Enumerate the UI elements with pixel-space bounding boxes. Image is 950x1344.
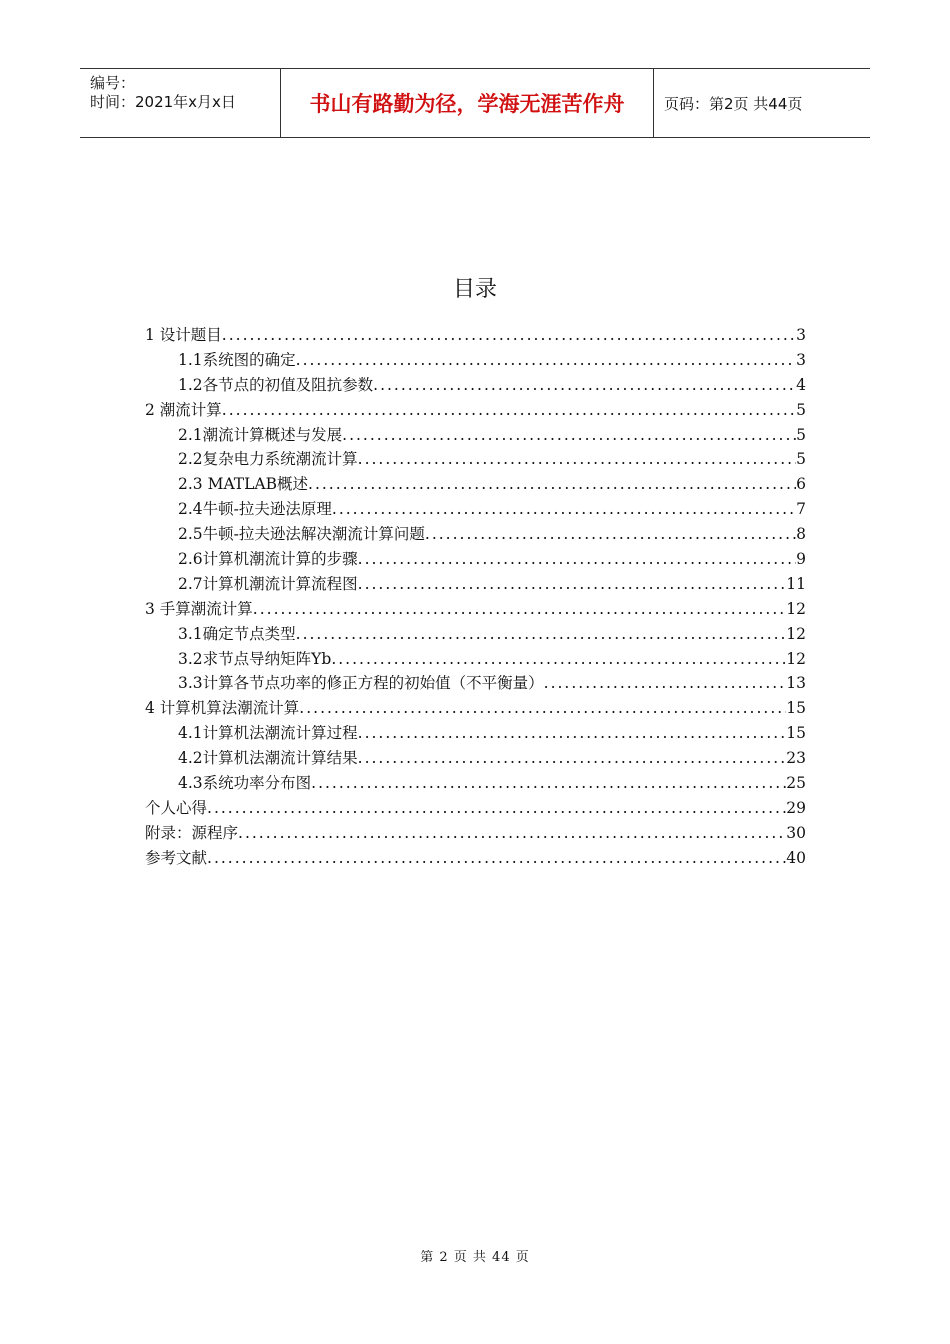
toc-entry-page: 11 (786, 574, 806, 593)
toc-entry-page: 23 (786, 749, 806, 768)
toc-entry[interactable] (145, 423, 806, 448)
page-footer: 第 2 页 共 44 页 (420, 1250, 530, 1265)
toc-entry-title: 附录：源程序 (145, 823, 239, 842)
toc-leader-dots (358, 746, 787, 771)
toc-leader-dots (222, 323, 796, 348)
document-number-label: 编号： (90, 74, 136, 92)
toc-entry[interactable] (145, 472, 806, 497)
toc-leader-dots (299, 696, 786, 721)
toc-entry[interactable] (145, 522, 806, 547)
toc-entry-page: 7 (796, 500, 806, 519)
toc-entry[interactable] (145, 572, 806, 597)
toc-entry-title: 1 设计题目 (145, 326, 222, 344)
toc-entry-page: 25 (786, 774, 806, 793)
toc-entry[interactable] (145, 796, 806, 821)
toc-entry-page: 30 (786, 823, 806, 842)
toc-entry-title: 2.3 MATLAB概述 (178, 475, 309, 494)
toc-entry[interactable] (145, 746, 806, 771)
toc-entry-page: 3 (796, 326, 806, 344)
toc-entry[interactable] (145, 373, 806, 398)
toc-entry-title: 参考文献 (145, 848, 208, 867)
toc-entry-title: 3.1确定节点类型 (178, 624, 296, 643)
toc-leader-dots (331, 647, 786, 672)
toc-entry[interactable] (145, 348, 806, 373)
toc-leader-dots (311, 771, 786, 796)
toc-entry-page: 5 (796, 425, 806, 444)
toc-leader-dots (425, 522, 796, 547)
toc-entry[interactable] (145, 622, 806, 647)
toc-entry-page: 40 (786, 848, 806, 867)
toc-entry-title: 4.3系统功率分布图 (178, 774, 312, 793)
toc-entry[interactable] (145, 821, 806, 846)
toc-entry-page: 4 (796, 375, 806, 394)
toc-entry[interactable] (145, 398, 806, 423)
toc-entry[interactable] (145, 497, 806, 522)
toc-entry-title: 2.6计算机潮流计算的步骤 (178, 550, 358, 569)
toc-entry-page: 8 (796, 525, 806, 544)
toc-entry-title: 3 手算潮流计算 (145, 599, 253, 618)
toc-leader-dots (296, 622, 787, 647)
toc-leader-dots (207, 846, 786, 871)
toc-entry[interactable] (145, 771, 806, 796)
table-of-contents (145, 323, 806, 871)
toc-entry-title: 个人心得 (145, 798, 208, 817)
toc-entry-title: 3.3计算各节点功率的修正方程的初始值（不平衡量） (178, 674, 544, 693)
toc-entry[interactable] (145, 671, 806, 696)
toc-entry[interactable] (145, 323, 806, 348)
toc-leader-dots (358, 547, 796, 572)
toc-entry-page: 5 (796, 450, 806, 469)
toc-entry[interactable] (145, 721, 806, 746)
toc-entry-title: 2 潮流计算 (145, 400, 222, 419)
toc-entry-title: 1.2各节点的初值及阻抗参数 (178, 375, 374, 394)
toc-leader-dots (373, 373, 796, 398)
page-header (80, 68, 870, 138)
header-meta-cell (80, 69, 281, 137)
toc-leader-dots (358, 447, 796, 472)
toc-entry-title: 4 计算机算法潮流计算 (145, 699, 300, 718)
toc-leader-dots (342, 423, 796, 448)
toc-entry[interactable] (145, 696, 806, 721)
toc-entry-page: 3 (796, 350, 806, 369)
toc-entry-page: 15 (786, 724, 806, 743)
toc-entry-title: 2.7计算机潮流计算流程图 (178, 574, 358, 593)
toc-entry[interactable] (145, 597, 806, 622)
toc-entry-page: 12 (786, 649, 806, 668)
header-motto: 书山有路勤为径，学海无涯苦作舟 (309, 92, 625, 116)
toc-entry-title: 2.4牛顿-拉夫逊法原理 (178, 500, 332, 519)
toc-entry[interactable] (145, 647, 806, 672)
toc-leader-dots (296, 348, 796, 373)
toc-leader-dots (358, 572, 787, 597)
toc-leader-dots (207, 796, 786, 821)
toc-entry-page: 29 (786, 798, 806, 817)
toc-leader-dots (332, 497, 796, 522)
toc-entry[interactable] (145, 547, 806, 572)
toc-entry-title: 4.2计算机法潮流计算结果 (178, 749, 358, 768)
header-motto-cell (281, 69, 654, 137)
toc-entry-page: 5 (796, 400, 806, 419)
toc-entry-page: 12 (786, 624, 806, 643)
toc-entry-page: 9 (796, 550, 806, 569)
toc-entry-title: 2.1潮流计算概述与发展 (178, 425, 343, 444)
toc-entry-title: 3.2求节点导纳矩阵Yb (178, 649, 332, 668)
toc-entry-title: 2.2复杂电力系统潮流计算 (178, 450, 358, 469)
toc-entry-page: 13 (786, 674, 806, 693)
toc-leader-dots (253, 597, 786, 622)
toc-title: 目录 (452, 277, 497, 302)
document-date-label: 时间：2021年x月x日 (90, 93, 236, 111)
toc-entry[interactable] (145, 846, 806, 871)
toc-leader-dots (544, 671, 787, 696)
toc-entry-title: 1.1系统图的确定 (178, 350, 296, 369)
toc-entry-title: 4.1计算机法潮流计算过程 (178, 724, 358, 743)
toc-leader-dots (358, 721, 787, 746)
toc-entry-title: 2.5牛顿-拉夫逊法解决潮流计算问题 (178, 525, 425, 544)
header-page-info: 页码：第2页 共44页 (664, 94, 803, 113)
toc-entry-page: 12 (786, 599, 806, 618)
toc-leader-dots (238, 821, 786, 846)
toc-leader-dots (222, 398, 796, 423)
toc-entry[interactable] (145, 447, 806, 472)
toc-entry-page: 15 (786, 699, 806, 718)
toc-leader-dots (308, 472, 796, 497)
toc-entry-page: 6 (796, 475, 806, 494)
